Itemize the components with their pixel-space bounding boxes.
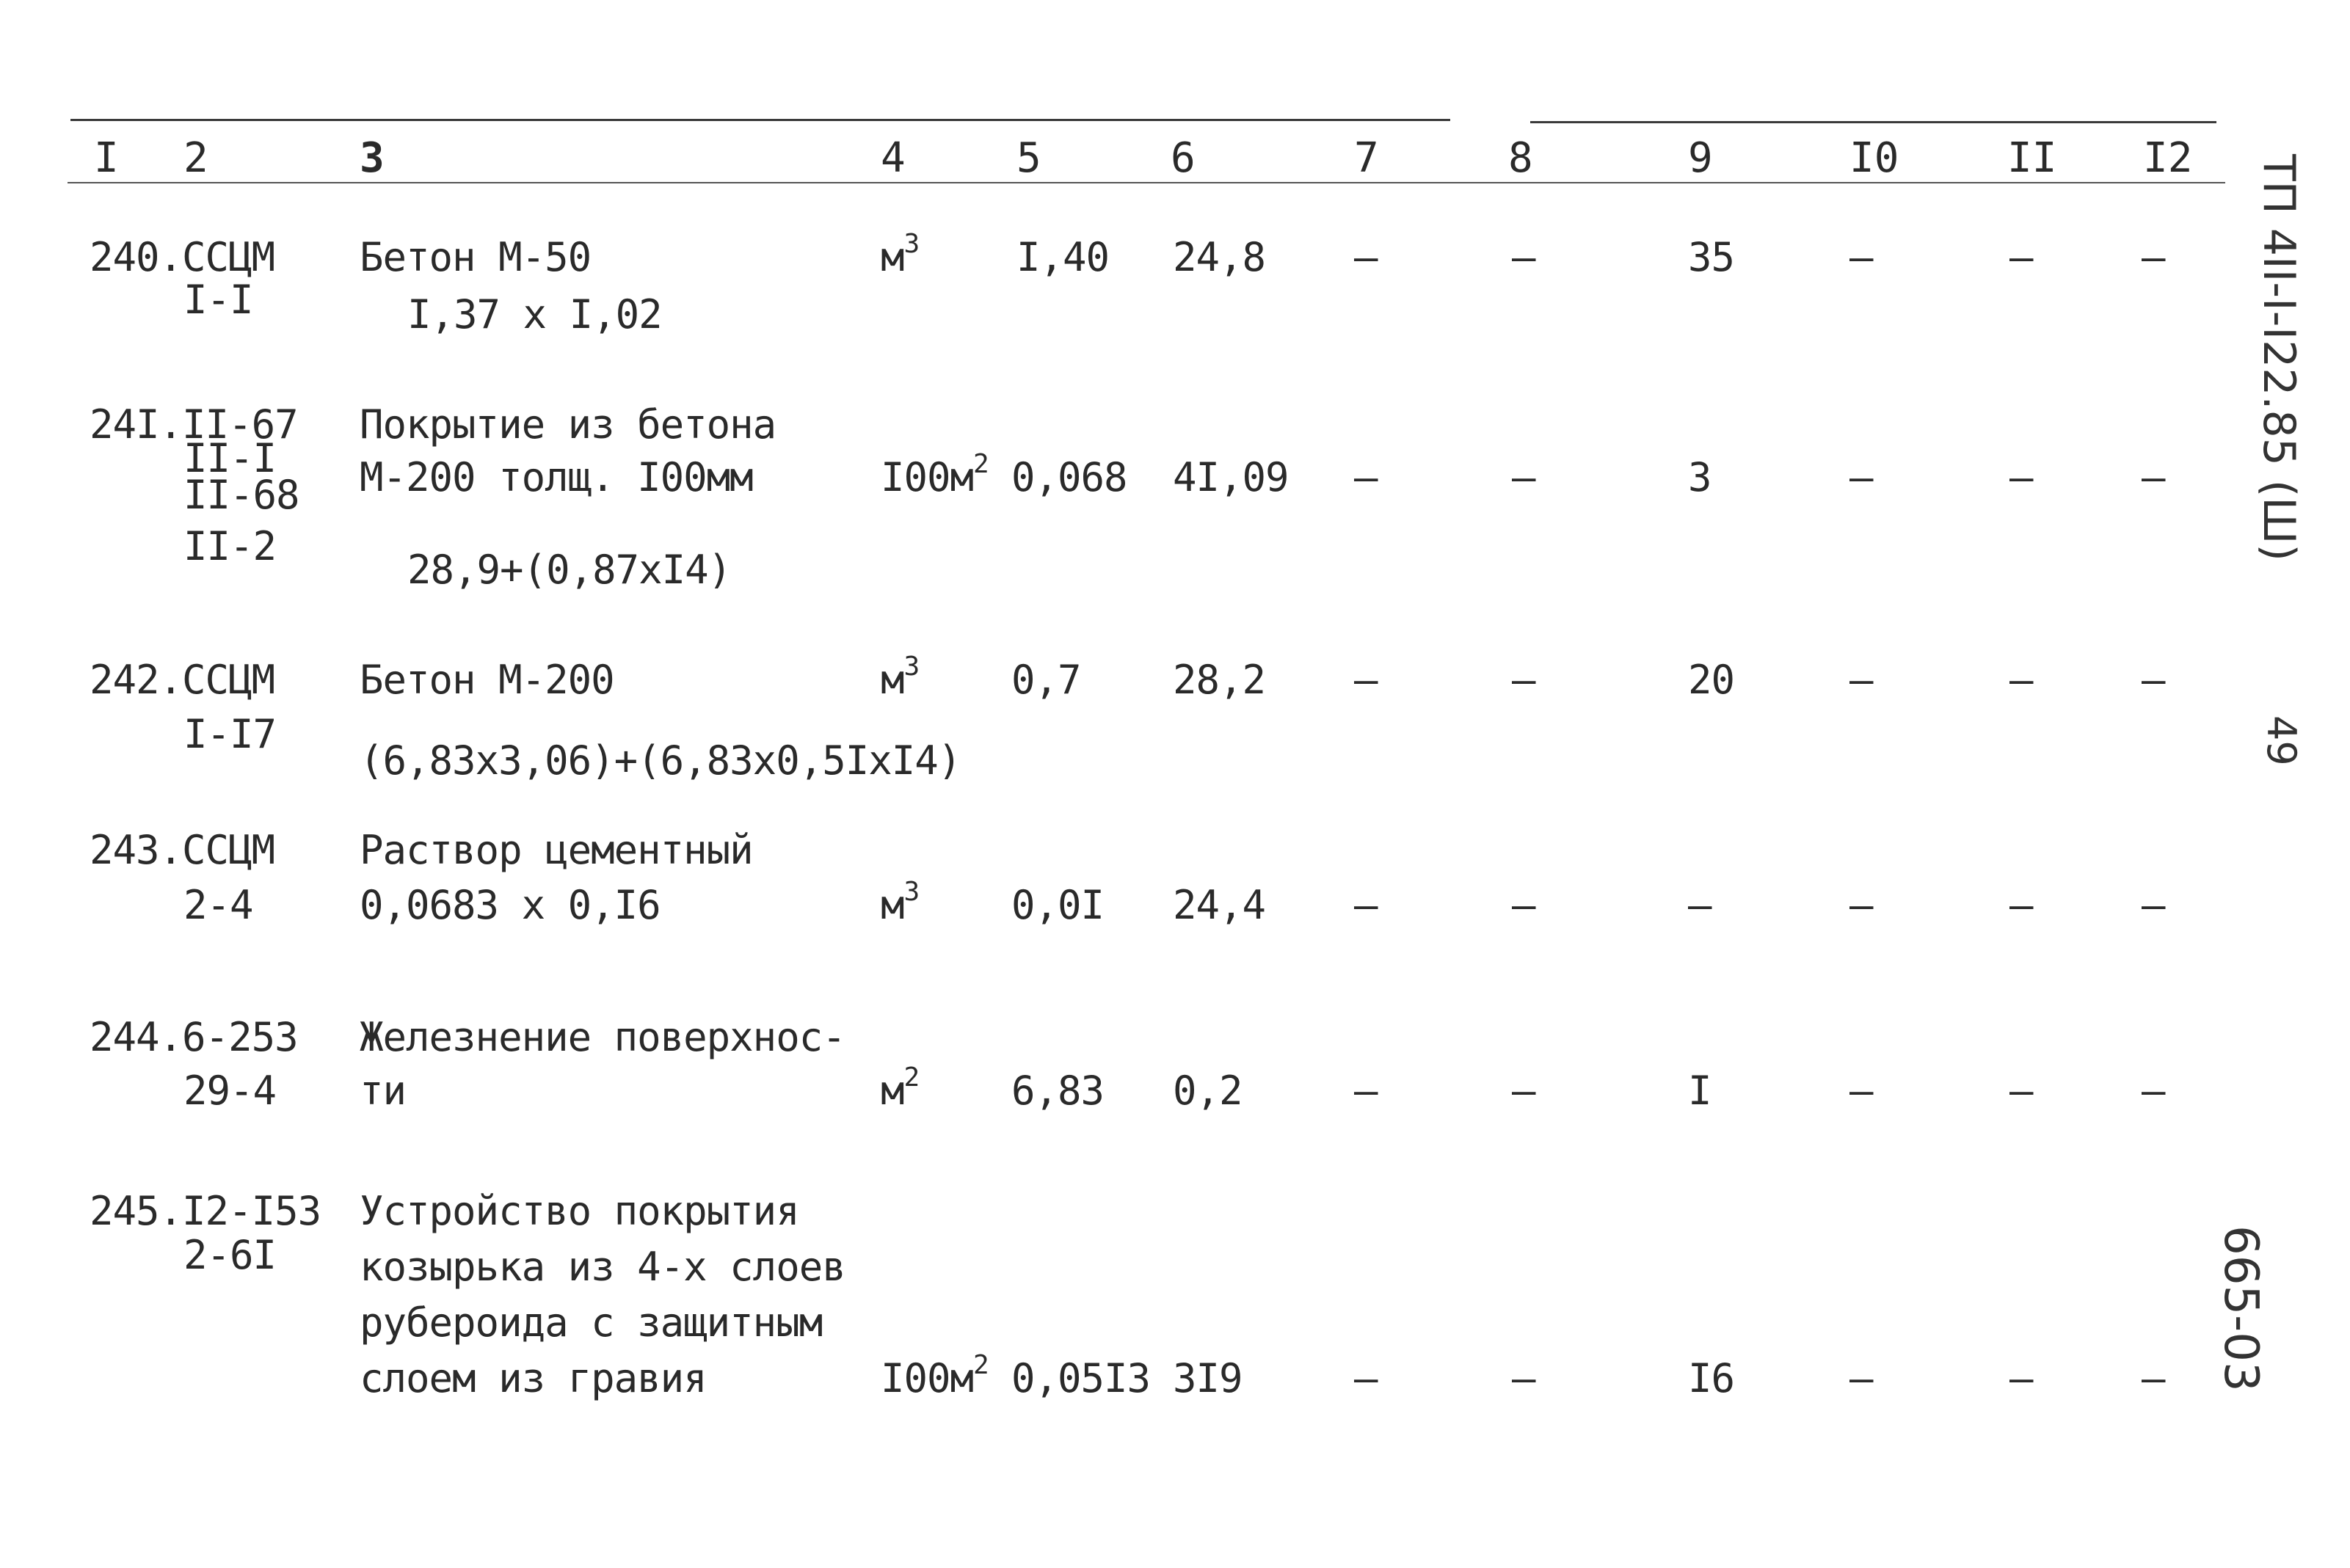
header-col-2: 2 (183, 134, 208, 182)
row-description: Бетон М-200 (360, 657, 614, 703)
row-col-7: – (1354, 657, 1378, 703)
row-col-12: – (2142, 454, 2165, 500)
row-description: Железнение поверхнос- (360, 1014, 845, 1060)
row-number: 243.ССЦМ (90, 827, 275, 873)
row-code: 29-4 (183, 1068, 277, 1114)
row-col-8: – (1512, 1068, 1535, 1114)
row-col-7: – (1354, 1068, 1378, 1114)
row-description: Устройство покрытия (360, 1188, 799, 1234)
row-col-11: – (2009, 1068, 2033, 1114)
row-description: ти (360, 1068, 407, 1114)
row-col-12: – (2142, 882, 2165, 928)
row-number: 244.6-253 (90, 1014, 298, 1060)
row-col-11: – (2009, 1355, 2033, 1401)
row-col-10: – (1849, 234, 1873, 280)
row-col-12: – (2142, 234, 2165, 280)
row-col-7: – (1354, 454, 1378, 500)
table-top-rule-right (1530, 121, 2216, 123)
row-description: 28,9+(0,87xI4) (407, 547, 732, 593)
row-description: 0,0683 x 0,I6 (360, 882, 661, 928)
row-number: 240.ССЦМ (90, 234, 275, 280)
row-col-6: 3I9 (1173, 1355, 1243, 1401)
row-description: слоем из гравия (360, 1355, 707, 1401)
row-number: 245.I2-I53 (90, 1188, 321, 1234)
row-col-5: I,40 (1016, 234, 1110, 280)
row-code: I-I7 (183, 711, 277, 757)
row-col-10: – (1849, 1068, 1873, 1114)
row-col-5: 0,0I (1011, 882, 1105, 928)
header-col-8: 8 (1508, 134, 1533, 182)
stamp-number: 665-03 (2213, 1225, 2268, 1392)
row-col-11: – (2009, 882, 2033, 928)
row-col-10: – (1849, 882, 1873, 928)
row-col-7: – (1354, 882, 1378, 928)
row-description: (6,83x3,06)+(6,83x0,5IxI4) (360, 737, 961, 784)
row-col-9: I (1688, 1068, 1711, 1114)
row-col-12: – (2142, 1355, 2165, 1401)
row-description: М-200 толщ. I00мм (360, 454, 753, 500)
row-col-8: – (1512, 882, 1535, 928)
header-col-6: 6 (1171, 134, 1196, 182)
row-col-6: 24,4 (1173, 882, 1266, 928)
row-col-11: – (2009, 454, 2033, 500)
row-code: II-68 (183, 472, 299, 518)
header-col-7: 7 (1354, 134, 1379, 182)
row-description: I,37 x I,02 (407, 291, 662, 338)
row-number: 242.ССЦМ (90, 657, 275, 703)
row-col-7: – (1354, 234, 1378, 280)
row-col-9: – (1688, 882, 1711, 928)
row-col-5: 0,068 (1011, 454, 1127, 500)
row-col-8: – (1512, 657, 1535, 703)
row-col-5: 0,05I3 (1011, 1355, 1151, 1401)
row-col-9: 35 (1688, 234, 1735, 280)
row-unit: $м^3$ (881, 877, 920, 928)
row-code: I-I (183, 277, 253, 323)
row-col-10: – (1849, 454, 1873, 500)
row-unit: $м^3$ (881, 229, 920, 280)
header-col-12: I2 (2143, 134, 2193, 182)
row-col-6: 0,2 (1173, 1068, 1243, 1114)
row-col-9: I6 (1688, 1355, 1735, 1401)
header-col-3: 3 (360, 134, 385, 182)
header-col-10: I0 (1849, 134, 1899, 182)
row-col-12: – (2142, 1068, 2165, 1114)
row-col-9: 3 (1688, 454, 1711, 500)
row-col-7: – (1354, 1355, 1378, 1401)
row-code: 2-4 (183, 882, 253, 928)
row-col-11: – (2009, 234, 2033, 280)
row-description: Раствор цементный (360, 827, 753, 873)
header-col-4: 4 (881, 134, 906, 182)
row-col-12: – (2142, 657, 2165, 703)
row-col-8: – (1512, 454, 1535, 500)
header-col-1: I (94, 134, 119, 182)
row-col-11: – (2009, 657, 2033, 703)
row-col-6: 4I,09 (1173, 454, 1289, 500)
page-number: 49 (2258, 715, 2304, 766)
row-number: 24I.II-67 (90, 401, 298, 448)
row-col-6: 28,2 (1173, 657, 1266, 703)
row-unit: $I00м^2$ (881, 449, 989, 500)
table-top-rule-left (70, 119, 1450, 121)
row-col-10: – (1849, 1355, 1873, 1401)
row-unit: $м^2$ (881, 1062, 920, 1114)
row-description: рубероида с защитным (360, 1299, 823, 1346)
row-code: II-I (183, 435, 277, 481)
row-code: 2-6I (183, 1232, 277, 1278)
row-col-8: – (1512, 1355, 1535, 1401)
row-unit: $м^3$ (881, 652, 920, 703)
row-col-5: 6,83 (1011, 1068, 1105, 1114)
document-code: ТП 4II-I-I22.85 (Ш) (2253, 154, 2304, 561)
header-col-5: 5 (1016, 134, 1041, 182)
row-col-6: 24,8 (1173, 234, 1266, 280)
row-description: Бетон М-50 (360, 234, 592, 280)
row-col-9: 20 (1688, 657, 1735, 703)
table-header-rule (68, 182, 2225, 183)
row-col-8: – (1512, 234, 1535, 280)
row-description: Покрытие из бетона (360, 401, 776, 448)
row-col-5: 0,7 (1011, 657, 1081, 703)
row-description: козырька из 4-х слоев (360, 1244, 845, 1290)
header-col-9: 9 (1688, 134, 1713, 182)
row-unit: $I00м^2$ (881, 1350, 989, 1401)
row-col-10: – (1849, 657, 1873, 703)
row-code: II-2 (183, 523, 277, 569)
header-col-11: II (2007, 134, 2057, 182)
